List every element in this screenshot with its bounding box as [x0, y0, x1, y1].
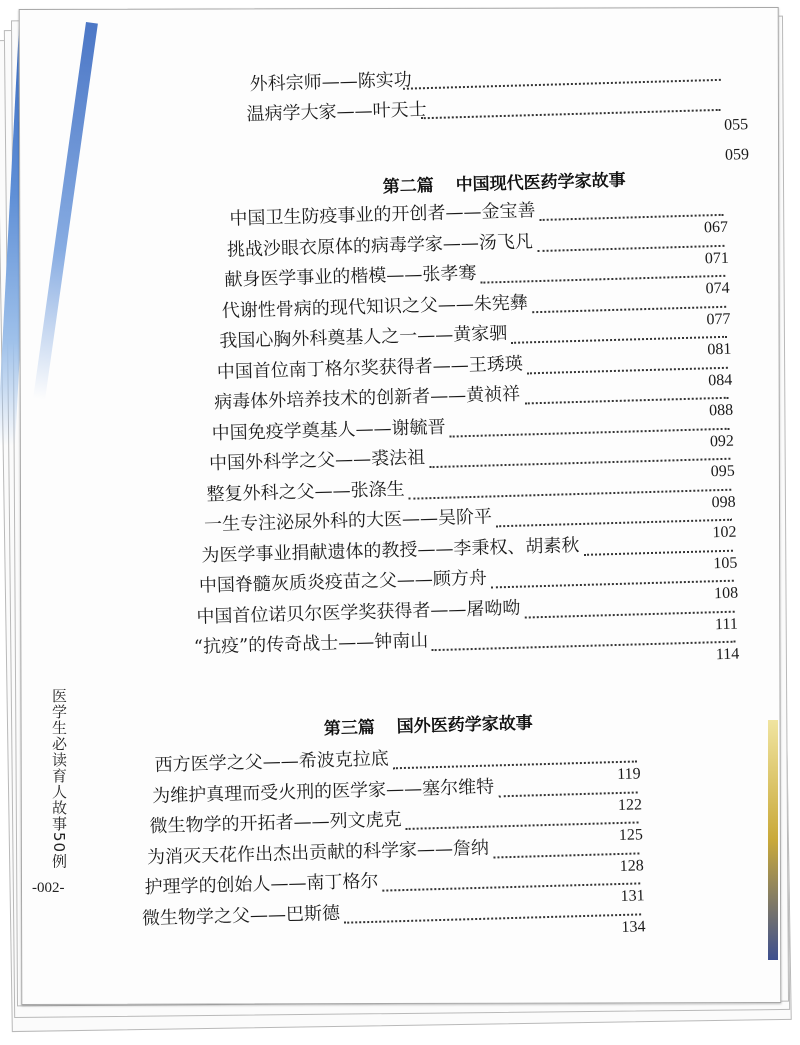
dot-leader — [429, 458, 730, 468]
toc-page-number: 095 — [710, 462, 736, 481]
toc-entry: 温病学大家——叶天士 — [246, 99, 427, 126]
toc-entry: 中国首位南丁格尔奖获得者——王琇瑛 — [216, 353, 523, 383]
toc-page-number: 059 — [724, 146, 750, 164]
toc-entry: 病毒体外培养技术的创新者——黄祯祥 — [213, 383, 521, 414]
page-number: -002- — [32, 880, 65, 896]
toc-page-number: 055 — [723, 116, 749, 134]
toc-page-number: 081 — [707, 340, 732, 359]
toc-page-number: 108 — [713, 584, 739, 603]
toc-entry: 为医学事业捐献遗体的教授——李秉权、胡素秋 — [201, 534, 580, 567]
toc-entry: 微生物学的开拓者——列文虎克 — [149, 809, 402, 838]
toc-entry: 挑战沙眼衣原体的病毒学家——汤飞凡 — [226, 230, 534, 261]
toc-page-number: 071 — [704, 249, 730, 267]
dot-leader — [511, 336, 727, 344]
dot-leader — [537, 244, 724, 251]
toc-entry: 整复外科之父——张涤生 — [206, 478, 405, 505]
dot-leader — [524, 397, 728, 405]
toc-entry: 西方医学之父——希波克拉底 — [154, 748, 389, 776]
section-label: 第三篇 — [323, 717, 376, 740]
section-label: 第二篇 — [382, 175, 434, 198]
toc-page-number: 067 — [703, 218, 729, 237]
dot-leader — [432, 641, 736, 651]
section-title: 中国现代医药学家故事 — [455, 170, 626, 196]
dot-leader — [493, 852, 639, 858]
section-heading — [382, 166, 626, 198]
toc-entry: 中国脊髓灰质炎疫苗之父——顾方舟 — [198, 567, 488, 597]
dot-leader — [584, 549, 733, 555]
toc-page-number: 105 — [713, 554, 738, 572]
section-heading — [323, 708, 533, 739]
toc-page-number: 102 — [712, 523, 737, 542]
toc-entry: 外科宗师——陈实功 — [249, 69, 413, 96]
toc-entry: 中国免疫学奠基人——谢毓晋 — [211, 416, 446, 444]
toc-entry: 为消灭天花作出杰出贡献的科学家——詹纳 — [146, 837, 490, 868]
toc-entry: 中国卫生防疫事业的开创者——金宝善 — [229, 200, 536, 230]
toc-entry: 为维护真理而受火刑的医学家——塞尔维特 — [151, 775, 495, 807]
toc-page-number: 077 — [706, 310, 731, 328]
toc-entry: 代谢性骨病的现代知识之父——朱宪彝 — [221, 291, 529, 322]
toc-page-number: 088 — [708, 401, 734, 420]
dot-leader — [383, 882, 641, 891]
toc-entry: 一生专注泌尿外科的大医——吴阶平 — [203, 506, 493, 536]
toc-entry: 中国外科学之父——裘法祖 — [208, 447, 426, 475]
toc-entry: 微生物学之父——巴斯德 — [141, 902, 341, 929]
toc-page-number: 125 — [618, 826, 644, 845]
toc-page-number: 134 — [621, 917, 646, 936]
dot-leader — [403, 79, 721, 90]
running-book-title: 医学生必读育人故事50例 — [50, 688, 68, 870]
dot-leader — [344, 913, 641, 923]
toc-page-number: 119 — [616, 765, 641, 784]
dot-leader — [393, 760, 637, 769]
dot-leader — [527, 366, 728, 374]
dot-leader — [498, 791, 637, 797]
dot-leader — [406, 821, 639, 829]
toc-page-number: 111 — [714, 615, 739, 633]
toc-entry: 中国首位诺贝尔医学奖获得者——屠呦呦 — [196, 597, 521, 628]
dot-leader — [525, 610, 735, 618]
toc-entry: “抗疫”的传奇战士——钟南山 — [193, 630, 429, 658]
dot-leader — [532, 305, 726, 312]
toc-entry: 我国心胸外科奠基人之一——黄家驷 — [219, 322, 508, 352]
toc-page-number: 128 — [619, 856, 644, 875]
toc-page-number: 084 — [707, 371, 733, 389]
toc-page-number: 131 — [620, 887, 645, 905]
dot-leader — [491, 580, 734, 589]
toc-page-number: 074 — [705, 279, 730, 298]
dot-leader — [496, 519, 732, 528]
toc-entry: 献身医学事业的楷模——张孝骞 — [224, 262, 477, 291]
toc-entry: 护理学的创始人——南丁格尔 — [144, 870, 379, 899]
section-title: 国外医药学家故事 — [396, 713, 534, 738]
dot-leader — [450, 427, 730, 437]
dot-leader — [481, 275, 726, 284]
dot-leader — [421, 109, 721, 119]
dot-leader — [409, 488, 732, 499]
toc-page-number: 098 — [711, 493, 736, 511]
toc-page-number: 092 — [709, 432, 735, 450]
toc-page-number: 114 — [715, 645, 740, 664]
dot-leader — [540, 214, 724, 221]
toc-page-number: 122 — [617, 795, 643, 814]
